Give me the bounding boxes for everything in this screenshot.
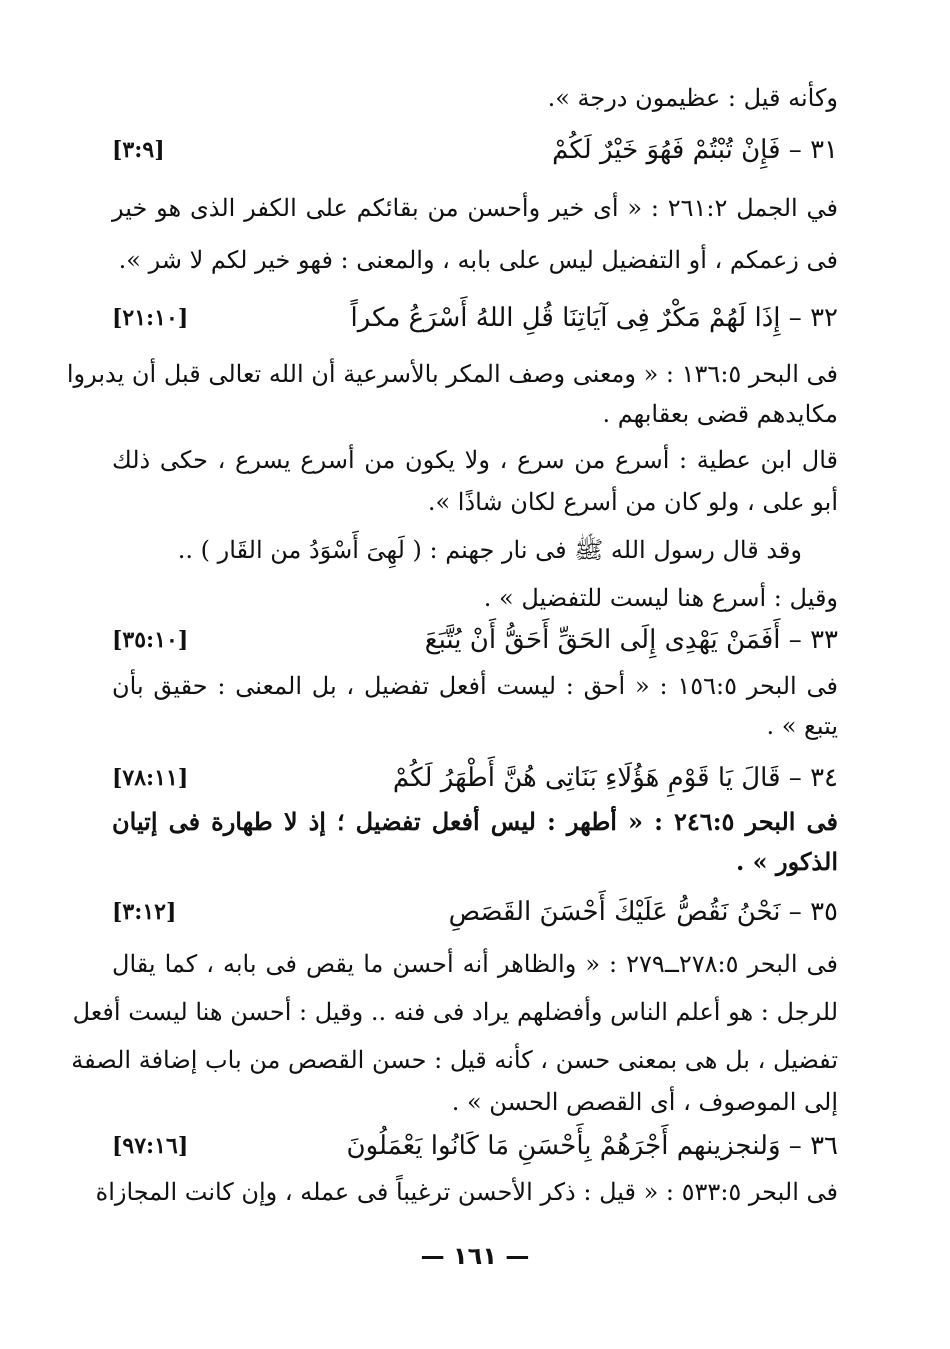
verse-reference: [٢١:١٠] bbox=[112, 305, 189, 331]
page-number: — ١٦١ — bbox=[420, 1242, 530, 1270]
verse-reference: [٣:٩] bbox=[112, 137, 165, 163]
verse-32 bbox=[112, 296, 838, 340]
text-line: قال ابن عطية : أسرع من سرع ، ولا يكون من أسرع يسرع ، حكى ذلك bbox=[112, 446, 838, 474]
text-line: وقد قال رسول الله ﷺ فى نار جهنم : ( لَهِىَ أَسْوَدُ من القَار ) .. bbox=[177, 536, 802, 564]
text-line: فى البحر ٢٤٦:٥ : « أطهر : ليس أفعل تفضيل ؛ إذ لا طهارة فى إتيان bbox=[112, 807, 838, 836]
text-line: وكأنه قيل : عظيمون درجة ». bbox=[547, 84, 838, 112]
verse-text: ٣٢ – إِذَا لَهُمْ مَكْرٌ فِى آيَاتِنَا قُلِ اللهُ أَسْرَعُ مكراً bbox=[350, 303, 838, 333]
text-line: فى البحر ٢٧٨:٥ــ٢٧٩ : « والظاهر أنه أحسن ما يقص فى بابه ، كما يقال bbox=[112, 950, 838, 978]
verse-36 bbox=[112, 1124, 838, 1168]
text-line: مكايدهم قضى بعقابهم . bbox=[602, 400, 838, 428]
text-line: أبو على ، ولو كان من أسرع لكان شاذًا ». bbox=[427, 488, 838, 516]
verse-text: ٣٣ – أَفَمَنْ يَهْدِى إِلَى الحَقِّ أَحَقُّ أَنْ يُتَّبَعَ bbox=[424, 625, 838, 655]
verse-reference: [٣:١٢] bbox=[112, 899, 177, 925]
verse-33 bbox=[112, 618, 838, 662]
text-line: فى البحر ٥٣٣:٥ : « قيل : ذكر الأحسن ترغيباً فى عمله ، وإن كانت المجازاة bbox=[95, 1178, 838, 1206]
text-line: فى زعمكم ، أو التفضيل ليس على بابه ، والمعنى : فهو خير لكم لا شر ». bbox=[118, 246, 838, 274]
verse-reference: [٩٧:١٦] bbox=[112, 1133, 189, 1159]
text-line: في الجمل ٢٦١:٢ : « أى خير وأحسن من بقائكم على الكفر الذى هو خير bbox=[112, 194, 838, 222]
verse-text: ٣٦ – وَلنجزينهم أَجْرَهُمْ بِأَحْسَنِ مَا كَانُوا يَعْمَلُونَ bbox=[346, 1131, 838, 1161]
verse-reference: [٣٥:١٠] bbox=[112, 627, 189, 653]
verse-text: ٣١ – فَإِنْ تُبْتُمْ فَهُوَ خَيْرٌ لَكُمْ bbox=[552, 135, 838, 165]
verse-text: ٣٤ – قَالَ يَا قَوْمِ هَؤُلَاءِ بَنَاتِى هُنَّ أَطْهَرُ لَكُمْ bbox=[392, 763, 838, 793]
verse-34 bbox=[112, 756, 838, 800]
text-line: فى البحر ١٥٦:٥ : « أحق : ليست أفعل تفضيل ، بل المعنى : حقيق بأن bbox=[112, 672, 838, 700]
verse-31 bbox=[112, 128, 838, 172]
verse-35 bbox=[112, 890, 838, 934]
text-line: يتبع » . bbox=[766, 712, 838, 740]
verse-reference: [٧٨:١١] bbox=[112, 765, 189, 791]
text-line: الذكور » . bbox=[735, 847, 838, 876]
verse-text: ٣٥ – نَحْنُ نَقُصُّ عَلَيْكَ أَحْسَنَ القَصَصِ bbox=[448, 897, 838, 927]
text-line: إلى الموصوف ، أى القصص الحسن » . bbox=[451, 1088, 838, 1116]
text-line: وقيل : أسرع هنا ليست للتفضيل » . bbox=[483, 584, 838, 612]
text-line: تفضيل ، بل هى بمعنى حسن ، كأنه قيل : حسن القصص من باب إضافة الصفة bbox=[71, 1046, 838, 1074]
text-line: للرجل : هو أعلم الناس وأفضلهم يراد فى فنه .. وقيل : أحسن هنا ليست أفعل bbox=[72, 998, 838, 1026]
text-line: فى البحر ١٣٦:٥ : « ومعنى وصف المكر بالأسرعية أن الله تعالى قبل أن يدبروا bbox=[66, 360, 838, 388]
